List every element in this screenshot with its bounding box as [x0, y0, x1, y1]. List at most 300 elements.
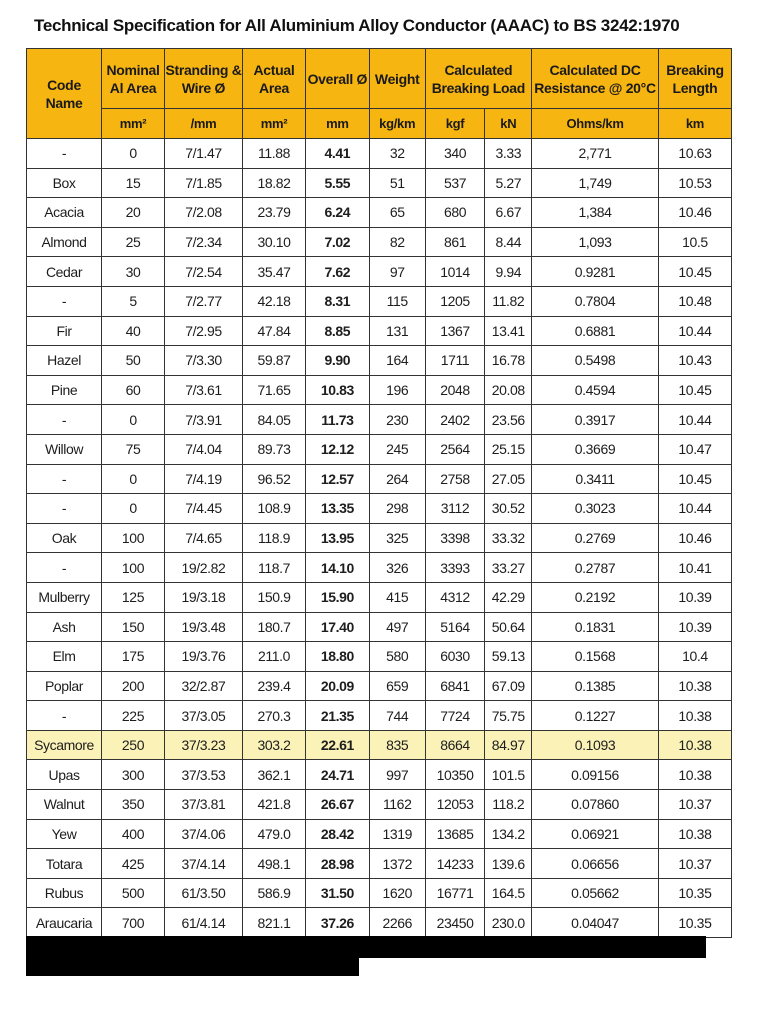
unit-overall-diameter: mm [305, 109, 369, 139]
cell-nominal-area: 250 [102, 730, 165, 760]
cell-code-name: Pine [27, 375, 102, 405]
cell-nominal-area: 0 [102, 494, 165, 524]
cell-breaking-load-kn: 9.94 [485, 257, 532, 287]
header-dc-resistance: Calculated DC Resistance @ 20°C [532, 49, 659, 109]
cell-stranding: 7/1.85 [164, 168, 242, 198]
cell-nominal-area: 175 [102, 642, 165, 672]
table-body [27, 139, 732, 938]
cell-stranding: 7/2.08 [164, 198, 242, 228]
cell-code-name: - [27, 553, 102, 583]
cell-stranding: 7/3.61 [164, 375, 242, 405]
cell-breaking-load-kn: 118.2 [485, 790, 532, 820]
cell-stranding: 61/4.14 [164, 908, 242, 938]
cell-weight: 115 [369, 286, 425, 316]
table-row [27, 464, 732, 494]
cell-breaking-load-kgf: 1205 [425, 286, 485, 316]
header-nominal-area: Nominal Al Area [102, 49, 165, 109]
cell-stranding: 37/3.23 [164, 730, 242, 760]
cell-code-name: Walnut [27, 790, 102, 820]
cell-weight: 580 [369, 642, 425, 672]
cell-breaking-load-kgf: 10350 [425, 760, 485, 790]
cell-stranding: 7/2.34 [164, 227, 242, 257]
cell-breaking-length: 10.45 [658, 464, 731, 494]
header-weight: Weight [369, 49, 425, 109]
cell-stranding: 37/3.53 [164, 760, 242, 790]
table-row [27, 198, 732, 228]
table-row [27, 405, 732, 435]
cell-breaking-length: 10.44 [658, 494, 731, 524]
cell-actual-area: 479.0 [243, 819, 306, 849]
cell-breaking-load-kn: 101.5 [485, 760, 532, 790]
cell-overall-diameter: 13.35 [305, 494, 369, 524]
header-stranding: Stranding & Wire Ø [164, 49, 242, 109]
cell-breaking-load-kgf: 1711 [425, 346, 485, 376]
cell-actual-area: 30.10 [243, 227, 306, 257]
cell-code-name: - [27, 139, 102, 169]
cell-weight: 65 [369, 198, 425, 228]
cell-weight: 2266 [369, 908, 425, 938]
cell-actual-area: 35.47 [243, 257, 306, 287]
cell-dc-resistance: 0.1831 [532, 612, 659, 642]
cell-actual-area: 89.73 [243, 434, 306, 464]
cell-dc-resistance: 0.2787 [532, 553, 659, 583]
cell-breaking-length: 10.45 [658, 375, 731, 405]
cell-breaking-load-kn: 50.64 [485, 612, 532, 642]
table-row [27, 316, 732, 346]
cell-overall-diameter: 7.02 [305, 227, 369, 257]
cell-code-name: Sycamore [27, 730, 102, 760]
cell-weight: 196 [369, 375, 425, 405]
cell-stranding: 37/3.05 [164, 701, 242, 731]
cell-breaking-length: 10.35 [658, 908, 731, 938]
cell-weight: 997 [369, 760, 425, 790]
cell-breaking-load-kn: 8.44 [485, 227, 532, 257]
cell-breaking-length: 10.63 [658, 139, 731, 169]
cell-dc-resistance: 0.3917 [532, 405, 659, 435]
cell-dc-resistance: 0.6881 [532, 316, 659, 346]
cell-actual-area: 421.8 [243, 790, 306, 820]
cell-breaking-length: 10.38 [658, 760, 731, 790]
cell-nominal-area: 0 [102, 464, 165, 494]
cell-nominal-area: 225 [102, 701, 165, 731]
table-row [27, 701, 732, 731]
cell-breaking-load-kn: 20.08 [485, 375, 532, 405]
unit-breaking-load-kn: kN [485, 109, 532, 139]
cell-code-name: Fir [27, 316, 102, 346]
cell-actual-area: 586.9 [243, 878, 306, 908]
cell-breaking-load-kgf: 4312 [425, 582, 485, 612]
cell-weight: 1372 [369, 849, 425, 879]
cell-breaking-load-kn: 59.13 [485, 642, 532, 672]
cell-breaking-load-kn: 75.75 [485, 701, 532, 731]
cell-overall-diameter: 9.90 [305, 346, 369, 376]
cell-code-name: - [27, 405, 102, 435]
cell-stranding: 37/4.06 [164, 819, 242, 849]
table-row [27, 434, 732, 464]
cell-nominal-area: 0 [102, 139, 165, 169]
cell-code-name: - [27, 701, 102, 731]
cell-code-name: Elm [27, 642, 102, 672]
cell-weight: 298 [369, 494, 425, 524]
table-row [27, 908, 732, 938]
cell-actual-area: 270.3 [243, 701, 306, 731]
cell-overall-diameter: 22.61 [305, 730, 369, 760]
cell-stranding: 37/3.81 [164, 790, 242, 820]
cell-breaking-load-kgf: 13685 [425, 819, 485, 849]
cell-dc-resistance: 0.04047 [532, 908, 659, 938]
cell-breaking-load-kgf: 23450 [425, 908, 485, 938]
cell-breaking-length: 10.38 [658, 819, 731, 849]
unit-breaking-length: km [658, 109, 731, 139]
cell-nominal-area: 100 [102, 553, 165, 583]
redaction-bar [26, 958, 359, 976]
cell-breaking-load-kgf: 2564 [425, 434, 485, 464]
cell-code-name: Ash [27, 612, 102, 642]
cell-actual-area: 23.79 [243, 198, 306, 228]
table-row [27, 819, 732, 849]
cell-actual-area: 108.9 [243, 494, 306, 524]
cell-weight: 1319 [369, 819, 425, 849]
cell-breaking-load-kgf: 2048 [425, 375, 485, 405]
cell-dc-resistance: 0.1385 [532, 671, 659, 701]
cell-breaking-load-kn: 27.05 [485, 464, 532, 494]
cell-overall-diameter: 8.85 [305, 316, 369, 346]
table-row [27, 612, 732, 642]
cell-stranding: 7/3.91 [164, 405, 242, 435]
table-row [27, 257, 732, 287]
cell-overall-diameter: 28.98 [305, 849, 369, 879]
cell-breaking-load-kn: 33.32 [485, 523, 532, 553]
cell-dc-resistance: 0.4594 [532, 375, 659, 405]
cell-breaking-load-kn: 134.2 [485, 819, 532, 849]
cell-stranding: 7/2.77 [164, 286, 242, 316]
cell-stranding: 19/2.82 [164, 553, 242, 583]
cell-dc-resistance: 0.05662 [532, 878, 659, 908]
cell-dc-resistance: 0.07860 [532, 790, 659, 820]
cell-code-name: Box [27, 168, 102, 198]
cell-nominal-area: 350 [102, 790, 165, 820]
specification-table [26, 48, 732, 938]
table-row [27, 760, 732, 790]
cell-stranding: 19/3.76 [164, 642, 242, 672]
cell-weight: 32 [369, 139, 425, 169]
cell-actual-area: 239.4 [243, 671, 306, 701]
cell-breaking-load-kn: 139.6 [485, 849, 532, 879]
cell-breaking-length: 10.44 [658, 405, 731, 435]
cell-code-name: Acacia [27, 198, 102, 228]
cell-weight: 82 [369, 227, 425, 257]
cell-overall-diameter: 14.10 [305, 553, 369, 583]
cell-breaking-load-kgf: 340 [425, 139, 485, 169]
cell-nominal-area: 200 [102, 671, 165, 701]
cell-overall-diameter: 15.90 [305, 582, 369, 612]
cell-nominal-area: 30 [102, 257, 165, 287]
cell-dc-resistance: 0.2192 [532, 582, 659, 612]
cell-breaking-length: 10.48 [658, 286, 731, 316]
cell-weight: 230 [369, 405, 425, 435]
cell-overall-diameter: 11.73 [305, 405, 369, 435]
cell-weight: 497 [369, 612, 425, 642]
cell-actual-area: 71.65 [243, 375, 306, 405]
cell-weight: 326 [369, 553, 425, 583]
cell-breaking-load-kn: 164.5 [485, 878, 532, 908]
unit-nominal-area: mm² [102, 109, 165, 139]
cell-nominal-area: 25 [102, 227, 165, 257]
header-overall-diameter: Overall Ø [305, 49, 369, 109]
cell-dc-resistance: 1,384 [532, 198, 659, 228]
cell-breaking-load-kgf: 2402 [425, 405, 485, 435]
cell-overall-diameter: 24.71 [305, 760, 369, 790]
cell-breaking-load-kn: 5.27 [485, 168, 532, 198]
cell-overall-diameter: 20.09 [305, 671, 369, 701]
cell-dc-resistance: 0.1093 [532, 730, 659, 760]
cell-actual-area: 18.82 [243, 168, 306, 198]
cell-dc-resistance: 1,093 [532, 227, 659, 257]
cell-code-name: Hazel [27, 346, 102, 376]
cell-actual-area: 362.1 [243, 760, 306, 790]
cell-breaking-load-kgf: 3112 [425, 494, 485, 524]
cell-breaking-load-kn: 67.09 [485, 671, 532, 701]
cell-breaking-load-kgf: 6030 [425, 642, 485, 672]
cell-weight: 245 [369, 434, 425, 464]
cell-stranding: 7/4.04 [164, 434, 242, 464]
header-code-name: Code Name [27, 49, 102, 139]
table-row [27, 553, 732, 583]
cell-dc-resistance: 0.06921 [532, 819, 659, 849]
table-row [27, 849, 732, 879]
cell-code-name: - [27, 464, 102, 494]
cell-stranding: 61/3.50 [164, 878, 242, 908]
table-row [27, 523, 732, 553]
cell-actual-area: 84.05 [243, 405, 306, 435]
cell-breaking-load-kgf: 12053 [425, 790, 485, 820]
cell-weight: 659 [369, 671, 425, 701]
cell-breaking-load-kn: 11.82 [485, 286, 532, 316]
cell-breaking-length: 10.38 [658, 671, 731, 701]
unit-dc-resistance: Ohms/km [532, 109, 659, 139]
cell-stranding: 7/4.19 [164, 464, 242, 494]
cell-breaking-length: 10.37 [658, 790, 731, 820]
cell-nominal-area: 40 [102, 316, 165, 346]
unit-weight: kg/km [369, 109, 425, 139]
cell-breaking-load-kgf: 1014 [425, 257, 485, 287]
cell-breaking-load-kgf: 537 [425, 168, 485, 198]
header-actual-area: Actual Area [243, 49, 306, 109]
cell-nominal-area: 500 [102, 878, 165, 908]
cell-breaking-load-kn: 230.0 [485, 908, 532, 938]
cell-actual-area: 303.2 [243, 730, 306, 760]
cell-breaking-load-kn: 23.56 [485, 405, 532, 435]
cell-breaking-load-kn: 3.33 [485, 139, 532, 169]
cell-nominal-area: 700 [102, 908, 165, 938]
cell-breaking-load-kgf: 14233 [425, 849, 485, 879]
cell-stranding: 19/3.18 [164, 582, 242, 612]
cell-dc-resistance: 0.09156 [532, 760, 659, 790]
cell-code-name: Totara [27, 849, 102, 879]
cell-breaking-load-kgf: 5164 [425, 612, 485, 642]
cell-stranding: 7/4.65 [164, 523, 242, 553]
cell-overall-diameter: 7.62 [305, 257, 369, 287]
cell-dc-resistance: 0.3669 [532, 434, 659, 464]
cell-dc-resistance: 0.1227 [532, 701, 659, 731]
cell-breaking-load-kn: 84.97 [485, 730, 532, 760]
cell-nominal-area: 75 [102, 434, 165, 464]
cell-weight: 835 [369, 730, 425, 760]
cell-nominal-area: 125 [102, 582, 165, 612]
cell-weight: 415 [369, 582, 425, 612]
cell-overall-diameter: 12.12 [305, 434, 369, 464]
cell-overall-diameter: 10.83 [305, 375, 369, 405]
cell-code-name: Yew [27, 819, 102, 849]
cell-overall-diameter: 28.42 [305, 819, 369, 849]
cell-breaking-length: 10.39 [658, 612, 731, 642]
cell-weight: 744 [369, 701, 425, 731]
table-row [27, 671, 732, 701]
cell-dc-resistance: 0.3411 [532, 464, 659, 494]
cell-stranding: 7/1.47 [164, 139, 242, 169]
cell-breaking-length: 10.45 [658, 257, 731, 287]
cell-weight: 264 [369, 464, 425, 494]
cell-overall-diameter: 31.50 [305, 878, 369, 908]
cell-code-name: Rubus [27, 878, 102, 908]
cell-weight: 97 [369, 257, 425, 287]
cell-actual-area: 118.9 [243, 523, 306, 553]
cell-nominal-area: 0 [102, 405, 165, 435]
cell-dc-resistance: 0.3023 [532, 494, 659, 524]
cell-nominal-area: 400 [102, 819, 165, 849]
cell-breaking-load-kgf: 2758 [425, 464, 485, 494]
cell-weight: 1620 [369, 878, 425, 908]
cell-breaking-length: 10.37 [658, 849, 731, 879]
cell-actual-area: 47.84 [243, 316, 306, 346]
table-row [27, 790, 732, 820]
unit-stranding: /mm [164, 109, 242, 139]
cell-actual-area: 42.18 [243, 286, 306, 316]
table-row [27, 375, 732, 405]
cell-stranding: 7/3.30 [164, 346, 242, 376]
cell-code-name: Oak [27, 523, 102, 553]
cell-actual-area: 180.7 [243, 612, 306, 642]
cell-breaking-length: 10.41 [658, 553, 731, 583]
cell-nominal-area: 5 [102, 286, 165, 316]
cell-breaking-length: 10.39 [658, 582, 731, 612]
unit-breaking-load-kgf: kgf [425, 109, 485, 139]
cell-overall-diameter: 26.67 [305, 790, 369, 820]
cell-stranding: 37/4.14 [164, 849, 242, 879]
cell-breaking-load-kgf: 6841 [425, 671, 485, 701]
cell-code-name: Araucaria [27, 908, 102, 938]
cell-breaking-length: 10.35 [658, 878, 731, 908]
cell-code-name: Almond [27, 227, 102, 257]
cell-breaking-length: 10.47 [658, 434, 731, 464]
cell-overall-diameter: 5.55 [305, 168, 369, 198]
table-row [27, 494, 732, 524]
cell-breaking-load-kn: 30.52 [485, 494, 532, 524]
cell-weight: 1162 [369, 790, 425, 820]
table-row [27, 346, 732, 376]
table-row [27, 168, 732, 198]
cell-breaking-load-kn: 13.41 [485, 316, 532, 346]
cell-breaking-length: 10.38 [658, 730, 731, 760]
cell-stranding: 19/3.48 [164, 612, 242, 642]
header-breaking-length: Breaking Length [658, 49, 731, 109]
cell-nominal-area: 425 [102, 849, 165, 879]
cell-nominal-area: 100 [102, 523, 165, 553]
cell-breaking-load-kn: 33.27 [485, 553, 532, 583]
cell-breaking-length: 10.5 [658, 227, 731, 257]
cell-dc-resistance: 1,749 [532, 168, 659, 198]
cell-breaking-load-kn: 16.78 [485, 346, 532, 376]
cell-actual-area: 118.7 [243, 553, 306, 583]
unit-actual-area: mm² [243, 109, 306, 139]
cell-actual-area: 498.1 [243, 849, 306, 879]
cell-breaking-length: 10.46 [658, 198, 731, 228]
cell-stranding: 32/2.87 [164, 671, 242, 701]
cell-code-name: Poplar [27, 671, 102, 701]
cell-stranding: 7/4.45 [164, 494, 242, 524]
table-row [27, 227, 732, 257]
cell-dc-resistance: 0.1568 [532, 642, 659, 672]
cell-stranding: 7/2.54 [164, 257, 242, 287]
cell-dc-resistance: 0.2769 [532, 523, 659, 553]
table-row [27, 878, 732, 908]
cell-overall-diameter: 17.40 [305, 612, 369, 642]
cell-breaking-length: 10.43 [658, 346, 731, 376]
redaction-bar [26, 936, 706, 958]
cell-code-name: - [27, 494, 102, 524]
cell-stranding: 7/2.95 [164, 316, 242, 346]
cell-weight: 325 [369, 523, 425, 553]
cell-actual-area: 59.87 [243, 346, 306, 376]
cell-dc-resistance: 2,771 [532, 139, 659, 169]
cell-nominal-area: 15 [102, 168, 165, 198]
cell-breaking-length: 10.46 [658, 523, 731, 553]
cell-breaking-load-kgf: 7724 [425, 701, 485, 731]
cell-dc-resistance: 0.5498 [532, 346, 659, 376]
cell-overall-diameter: 21.35 [305, 701, 369, 731]
header-breaking-load: Calculated Breaking Load [425, 49, 532, 109]
cell-overall-diameter: 37.26 [305, 908, 369, 938]
cell-code-name: Mulberry [27, 582, 102, 612]
cell-weight: 164 [369, 346, 425, 376]
cell-overall-diameter: 12.57 [305, 464, 369, 494]
cell-overall-diameter: 6.24 [305, 198, 369, 228]
table-row [27, 139, 732, 169]
table-row [27, 582, 732, 612]
cell-code-name: Cedar [27, 257, 102, 287]
cell-breaking-length: 10.44 [658, 316, 731, 346]
cell-code-name: Willow [27, 434, 102, 464]
cell-nominal-area: 300 [102, 760, 165, 790]
table-row [27, 642, 732, 672]
cell-breaking-load-kn: 42.29 [485, 582, 532, 612]
cell-overall-diameter: 4.41 [305, 139, 369, 169]
cell-actual-area: 11.88 [243, 139, 306, 169]
cell-breaking-load-kn: 6.67 [485, 198, 532, 228]
cell-breaking-load-kgf: 3398 [425, 523, 485, 553]
cell-breaking-load-kgf: 861 [425, 227, 485, 257]
cell-breaking-load-kn: 25.15 [485, 434, 532, 464]
table-row [27, 286, 732, 316]
cell-weight: 131 [369, 316, 425, 346]
cell-nominal-area: 60 [102, 375, 165, 405]
cell-dc-resistance: 0.9281 [532, 257, 659, 287]
cell-breaking-length: 10.38 [658, 701, 731, 731]
cell-overall-diameter: 18.80 [305, 642, 369, 672]
cell-breaking-load-kgf: 16771 [425, 878, 485, 908]
cell-overall-diameter: 13.95 [305, 523, 369, 553]
cell-actual-area: 821.1 [243, 908, 306, 938]
